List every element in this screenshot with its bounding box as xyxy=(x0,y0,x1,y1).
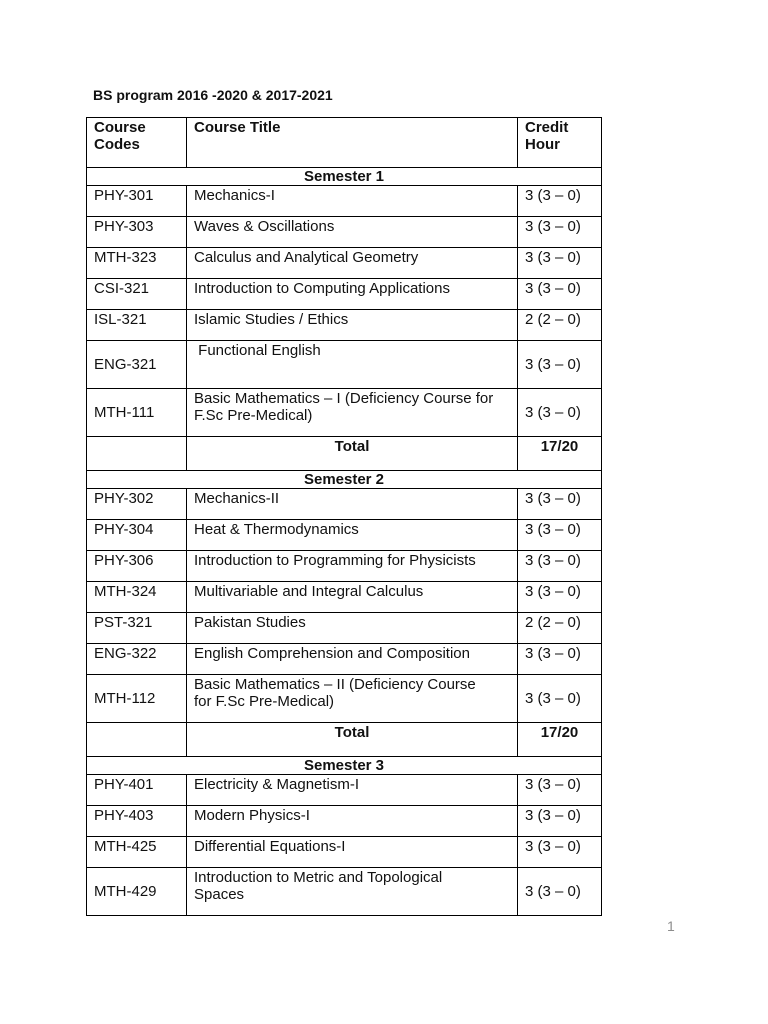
header-credit-hour: Credit Hour xyxy=(518,118,602,168)
course-code: PHY-302 xyxy=(87,489,187,520)
course-title: Modern Physics-I xyxy=(194,807,310,824)
course-title-cell xyxy=(187,675,518,723)
credit-hours: 3 (3 – 0) xyxy=(518,389,602,437)
total-label: Total xyxy=(187,723,518,757)
course-title: Islamic Studies / Ethics xyxy=(194,311,349,328)
course-title: Introduction to Metric and Topological Spaces xyxy=(194,869,447,903)
course-row xyxy=(87,279,602,310)
course-code: PHY-401 xyxy=(87,775,187,806)
course-row xyxy=(87,520,602,551)
course-row xyxy=(87,489,602,520)
total-credits: 17/20 xyxy=(518,437,602,471)
credit-hours: 3 (3 – 0) xyxy=(518,520,602,551)
semester-heading: Semester 2 xyxy=(87,471,602,489)
course-title-cell xyxy=(187,806,518,837)
credit-hours: 3 (3 – 0) xyxy=(518,775,602,806)
total-label: Total xyxy=(187,437,518,471)
page-number: 1 xyxy=(667,918,675,934)
course-title: Introduction to Programming for Physicists xyxy=(194,552,476,569)
course-title-cell xyxy=(187,389,518,437)
course-code: CSI-321 xyxy=(87,279,187,310)
course-code: MTH-324 xyxy=(87,582,187,613)
credit-hours: 3 (3 – 0) xyxy=(518,868,602,916)
course-title-cell xyxy=(187,186,518,217)
course-title: Basic Mathematics – I (Deficiency Course for F.Sc Pre-Medical) xyxy=(194,390,498,424)
course-code: ENG-321 xyxy=(87,341,187,389)
course-row xyxy=(87,217,602,248)
header-course-codes: Course Codes xyxy=(87,118,187,168)
credit-hours: 3 (3 – 0) xyxy=(518,582,602,613)
course-title: Differential Equations-I xyxy=(194,838,346,855)
credit-hours: 3 (3 – 0) xyxy=(518,341,602,389)
course-title: Functional English xyxy=(194,342,321,359)
course-title: Pakistan Studies xyxy=(194,614,306,631)
course-row xyxy=(87,341,602,389)
course-row xyxy=(87,675,602,723)
course-title: Calculus and Analytical Geometry xyxy=(194,249,419,266)
total-empty-cell xyxy=(87,723,187,757)
course-code: MTH-112 xyxy=(87,675,187,723)
course-code: MTH-429 xyxy=(87,868,187,916)
course-row xyxy=(87,644,602,675)
course-row xyxy=(87,806,602,837)
course-row xyxy=(87,310,602,341)
total-row xyxy=(87,437,602,471)
course-code: PST-321 xyxy=(87,613,187,644)
course-title: Waves & Oscillations xyxy=(194,218,335,235)
course-title-cell xyxy=(187,613,518,644)
course-code: PHY-301 xyxy=(87,186,187,217)
course-code: MTH-323 xyxy=(87,248,187,279)
course-title: Introduction to Computing Applications xyxy=(194,280,450,297)
course-table xyxy=(86,117,602,916)
course-code: ENG-322 xyxy=(87,644,187,675)
credit-hours: 2 (2 – 0) xyxy=(518,613,602,644)
course-title: Basic Mathematics – II (Deficiency Course for F.Sc Pre-Medical) xyxy=(194,676,480,710)
table-header-row xyxy=(87,118,602,168)
course-row xyxy=(87,186,602,217)
credit-hours: 3 (3 – 0) xyxy=(518,186,602,217)
credit-hours: 2 (2 – 0) xyxy=(518,310,602,341)
course-title: Mechanics-I xyxy=(194,187,275,204)
semester-heading-row xyxy=(87,168,602,186)
credit-hours: 3 (3 – 0) xyxy=(518,644,602,675)
course-row xyxy=(87,775,602,806)
course-title-cell xyxy=(187,489,518,520)
course-title-cell xyxy=(187,644,518,675)
credit-hours: 3 (3 – 0) xyxy=(518,279,602,310)
course-code: PHY-403 xyxy=(87,806,187,837)
course-table-body xyxy=(87,168,602,916)
course-title-cell xyxy=(187,217,518,248)
course-title-cell xyxy=(187,310,518,341)
total-row xyxy=(87,723,602,757)
course-title-cell xyxy=(187,551,518,582)
course-row xyxy=(87,582,602,613)
course-title-cell xyxy=(187,248,518,279)
credit-hours: 3 (3 – 0) xyxy=(518,248,602,279)
course-row xyxy=(87,868,602,916)
header-course-title: Course Title xyxy=(187,118,518,168)
course-row xyxy=(87,248,602,279)
total-empty-cell xyxy=(87,437,187,471)
credit-hours: 3 (3 – 0) xyxy=(518,837,602,868)
course-title: Mechanics-II xyxy=(194,490,280,507)
course-row xyxy=(87,837,602,868)
course-title-cell xyxy=(187,775,518,806)
course-row xyxy=(87,551,602,582)
course-title: Electricity & Magnetism-I xyxy=(194,776,360,793)
semester-heading-row xyxy=(87,471,602,489)
credit-hours: 3 (3 – 0) xyxy=(518,675,602,723)
credit-hours: 3 (3 – 0) xyxy=(518,551,602,582)
course-title-cell xyxy=(187,341,518,389)
course-code: ISL-321 xyxy=(87,310,187,341)
credit-hours: 3 (3 – 0) xyxy=(518,217,602,248)
semester-heading: Semester 3 xyxy=(87,757,602,775)
document-title: BS program 2016 -2020 & 2017-2021 xyxy=(93,87,333,103)
course-title-cell xyxy=(187,520,518,551)
credit-hours: 3 (3 – 0) xyxy=(518,806,602,837)
course-title: Heat & Thermodynamics xyxy=(194,521,359,538)
course-code: PHY-306 xyxy=(87,551,187,582)
course-title-cell xyxy=(187,279,518,310)
semester-heading-row xyxy=(87,757,602,775)
semester-heading: Semester 1 xyxy=(87,168,602,186)
course-title: English Comprehension and Composition xyxy=(194,645,470,662)
course-code: MTH-425 xyxy=(87,837,187,868)
course-code: PHY-304 xyxy=(87,520,187,551)
course-title-cell xyxy=(187,868,518,916)
course-row xyxy=(87,389,602,437)
course-title: Multivariable and Integral Calculus xyxy=(194,583,424,600)
total-credits: 17/20 xyxy=(518,723,602,757)
course-code: PHY-303 xyxy=(87,217,187,248)
course-table-head xyxy=(87,118,602,168)
credit-hours: 3 (3 – 0) xyxy=(518,489,602,520)
course-title-cell xyxy=(187,582,518,613)
course-code: MTH-111 xyxy=(87,389,187,437)
course-row xyxy=(87,613,602,644)
course-title-cell xyxy=(187,837,518,868)
